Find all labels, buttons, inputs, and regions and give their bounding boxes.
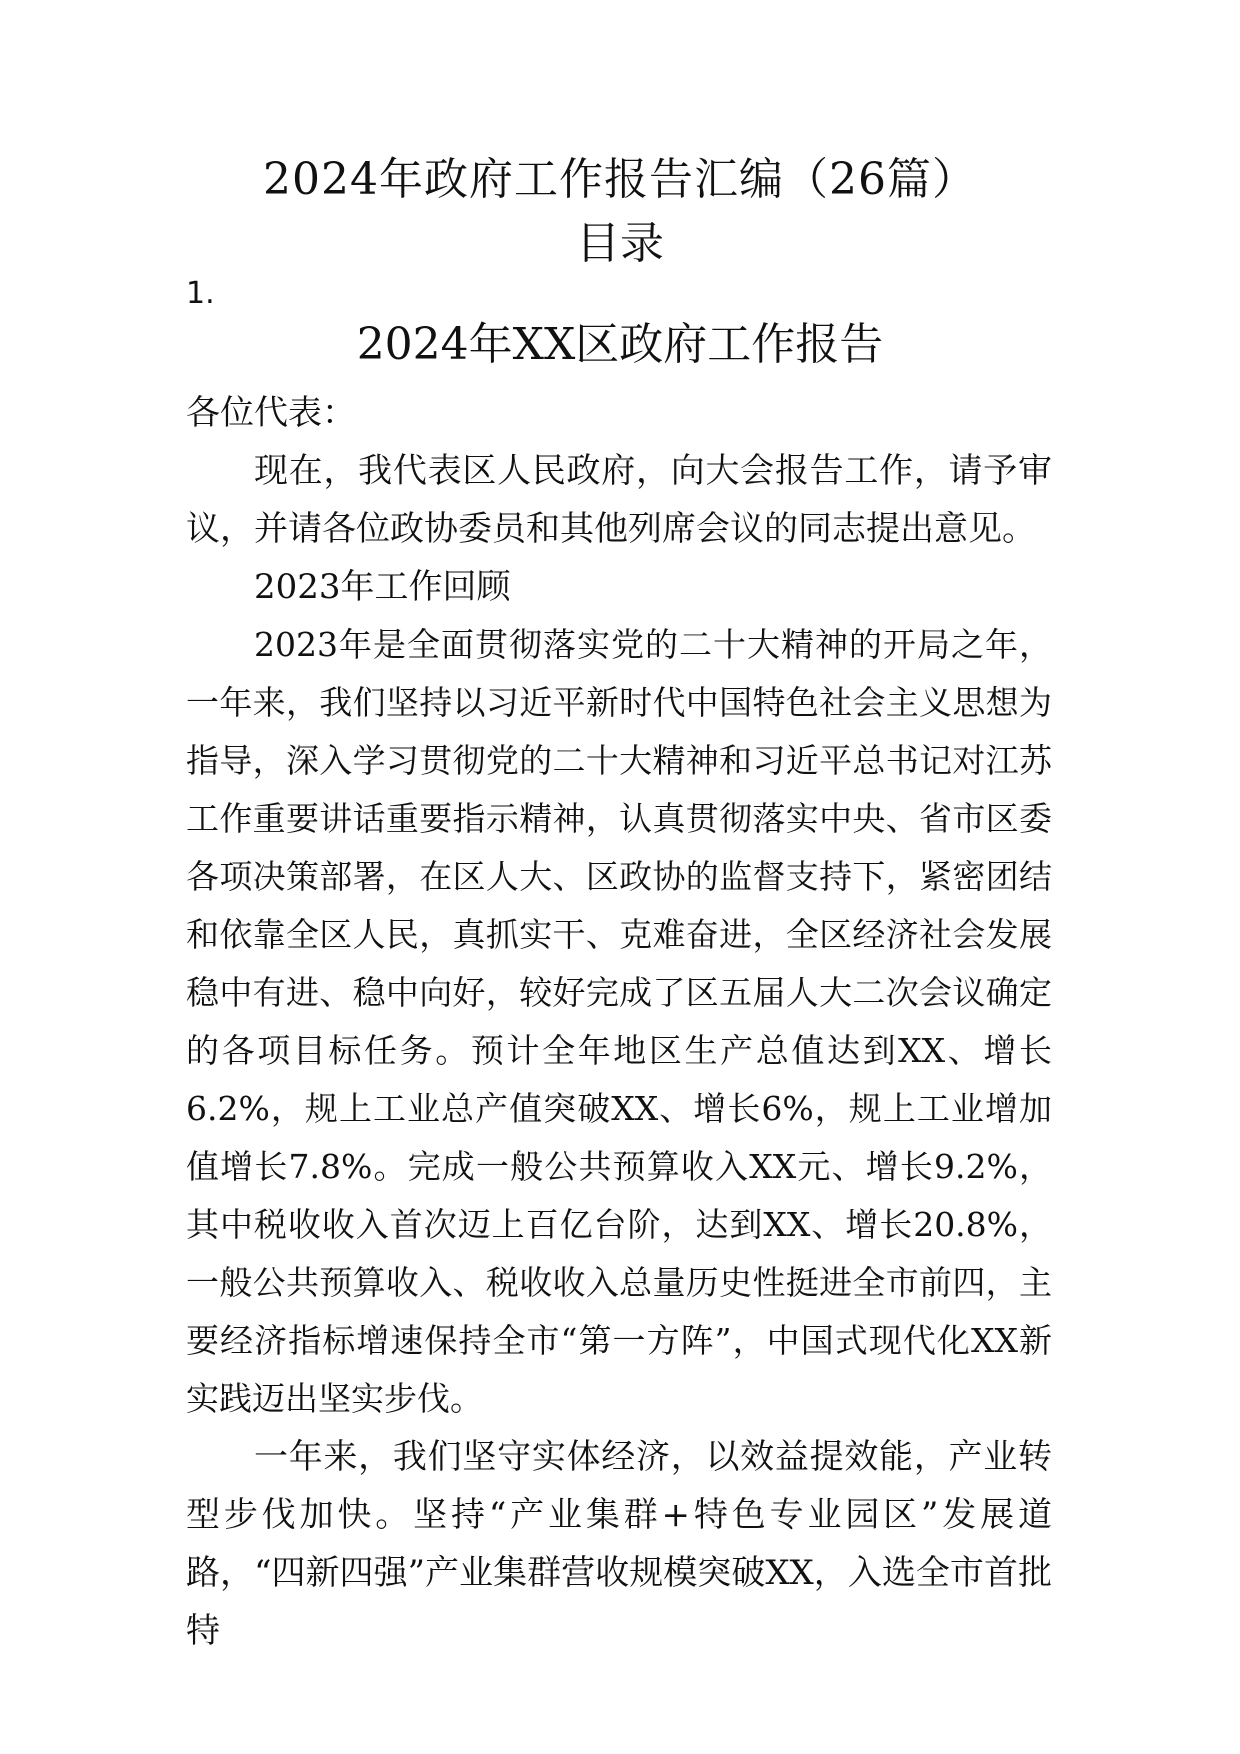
list-item-number: 1.	[186, 276, 215, 311]
paragraph-economy: 一年来，我们坚守实体经济，以效益提效能，产业转型步伐加快。坚持“产业集群+特色专业园区”发展道路，“四新四强”产业集群营收规模突破XX，入选全市首批特	[186, 1437, 1052, 1651]
report-title: 2024年XX区政府工作报告	[356, 319, 884, 370]
document-main-title: 2024年政府工作报告汇编（26篇）	[263, 154, 977, 205]
section-heading-review: 2023年工作回顾	[254, 567, 511, 607]
salutation: 各位代表：	[186, 393, 356, 433]
paragraph-review: 2023年是全面贯彻落实党的二十大精神的开局之年，一年来，我们坚持以习近平新时代中国特色社会主义思想为指导，深入学习贯彻党的二十大精神和习近平总书记对江苏工作重要讲话重要指示精神，认真贯彻落实中央、省市区委各项决策部署，在区人大、区政协的监督支持下，紧密团结和依靠全区人民，真抓实干、克难奋进，全区经济社会发展稳中有进、稳中向好，较好完成了区五届人大二次会议确定的各项目标任务。预计全年地区生产总值达到XX、增长6.2%，规上工业总产值突破XX、增长6%，规上工业增加值增长7.8%。完成一般公共预算收入XX元、增长9.2%，其中税收收入首次迈上百亿台阶，达到XX、增长20.8%，一般公共预算收入、税收收入总量历史性挺进全市前四，主要经济指标增速保持全市“第一方阵”，中国式现代化XX新实践迈出坚实步伐。	[186, 625, 1052, 1418]
report-body	[186, 384, 1052, 1660]
paragraph-intro: 现在，我代表区人民政府，向大会报告工作，请予审议，并请各位政协委员和其他列席会议的同志提出意见。	[186, 451, 1052, 549]
table-of-contents-heading: 目录	[576, 218, 664, 269]
